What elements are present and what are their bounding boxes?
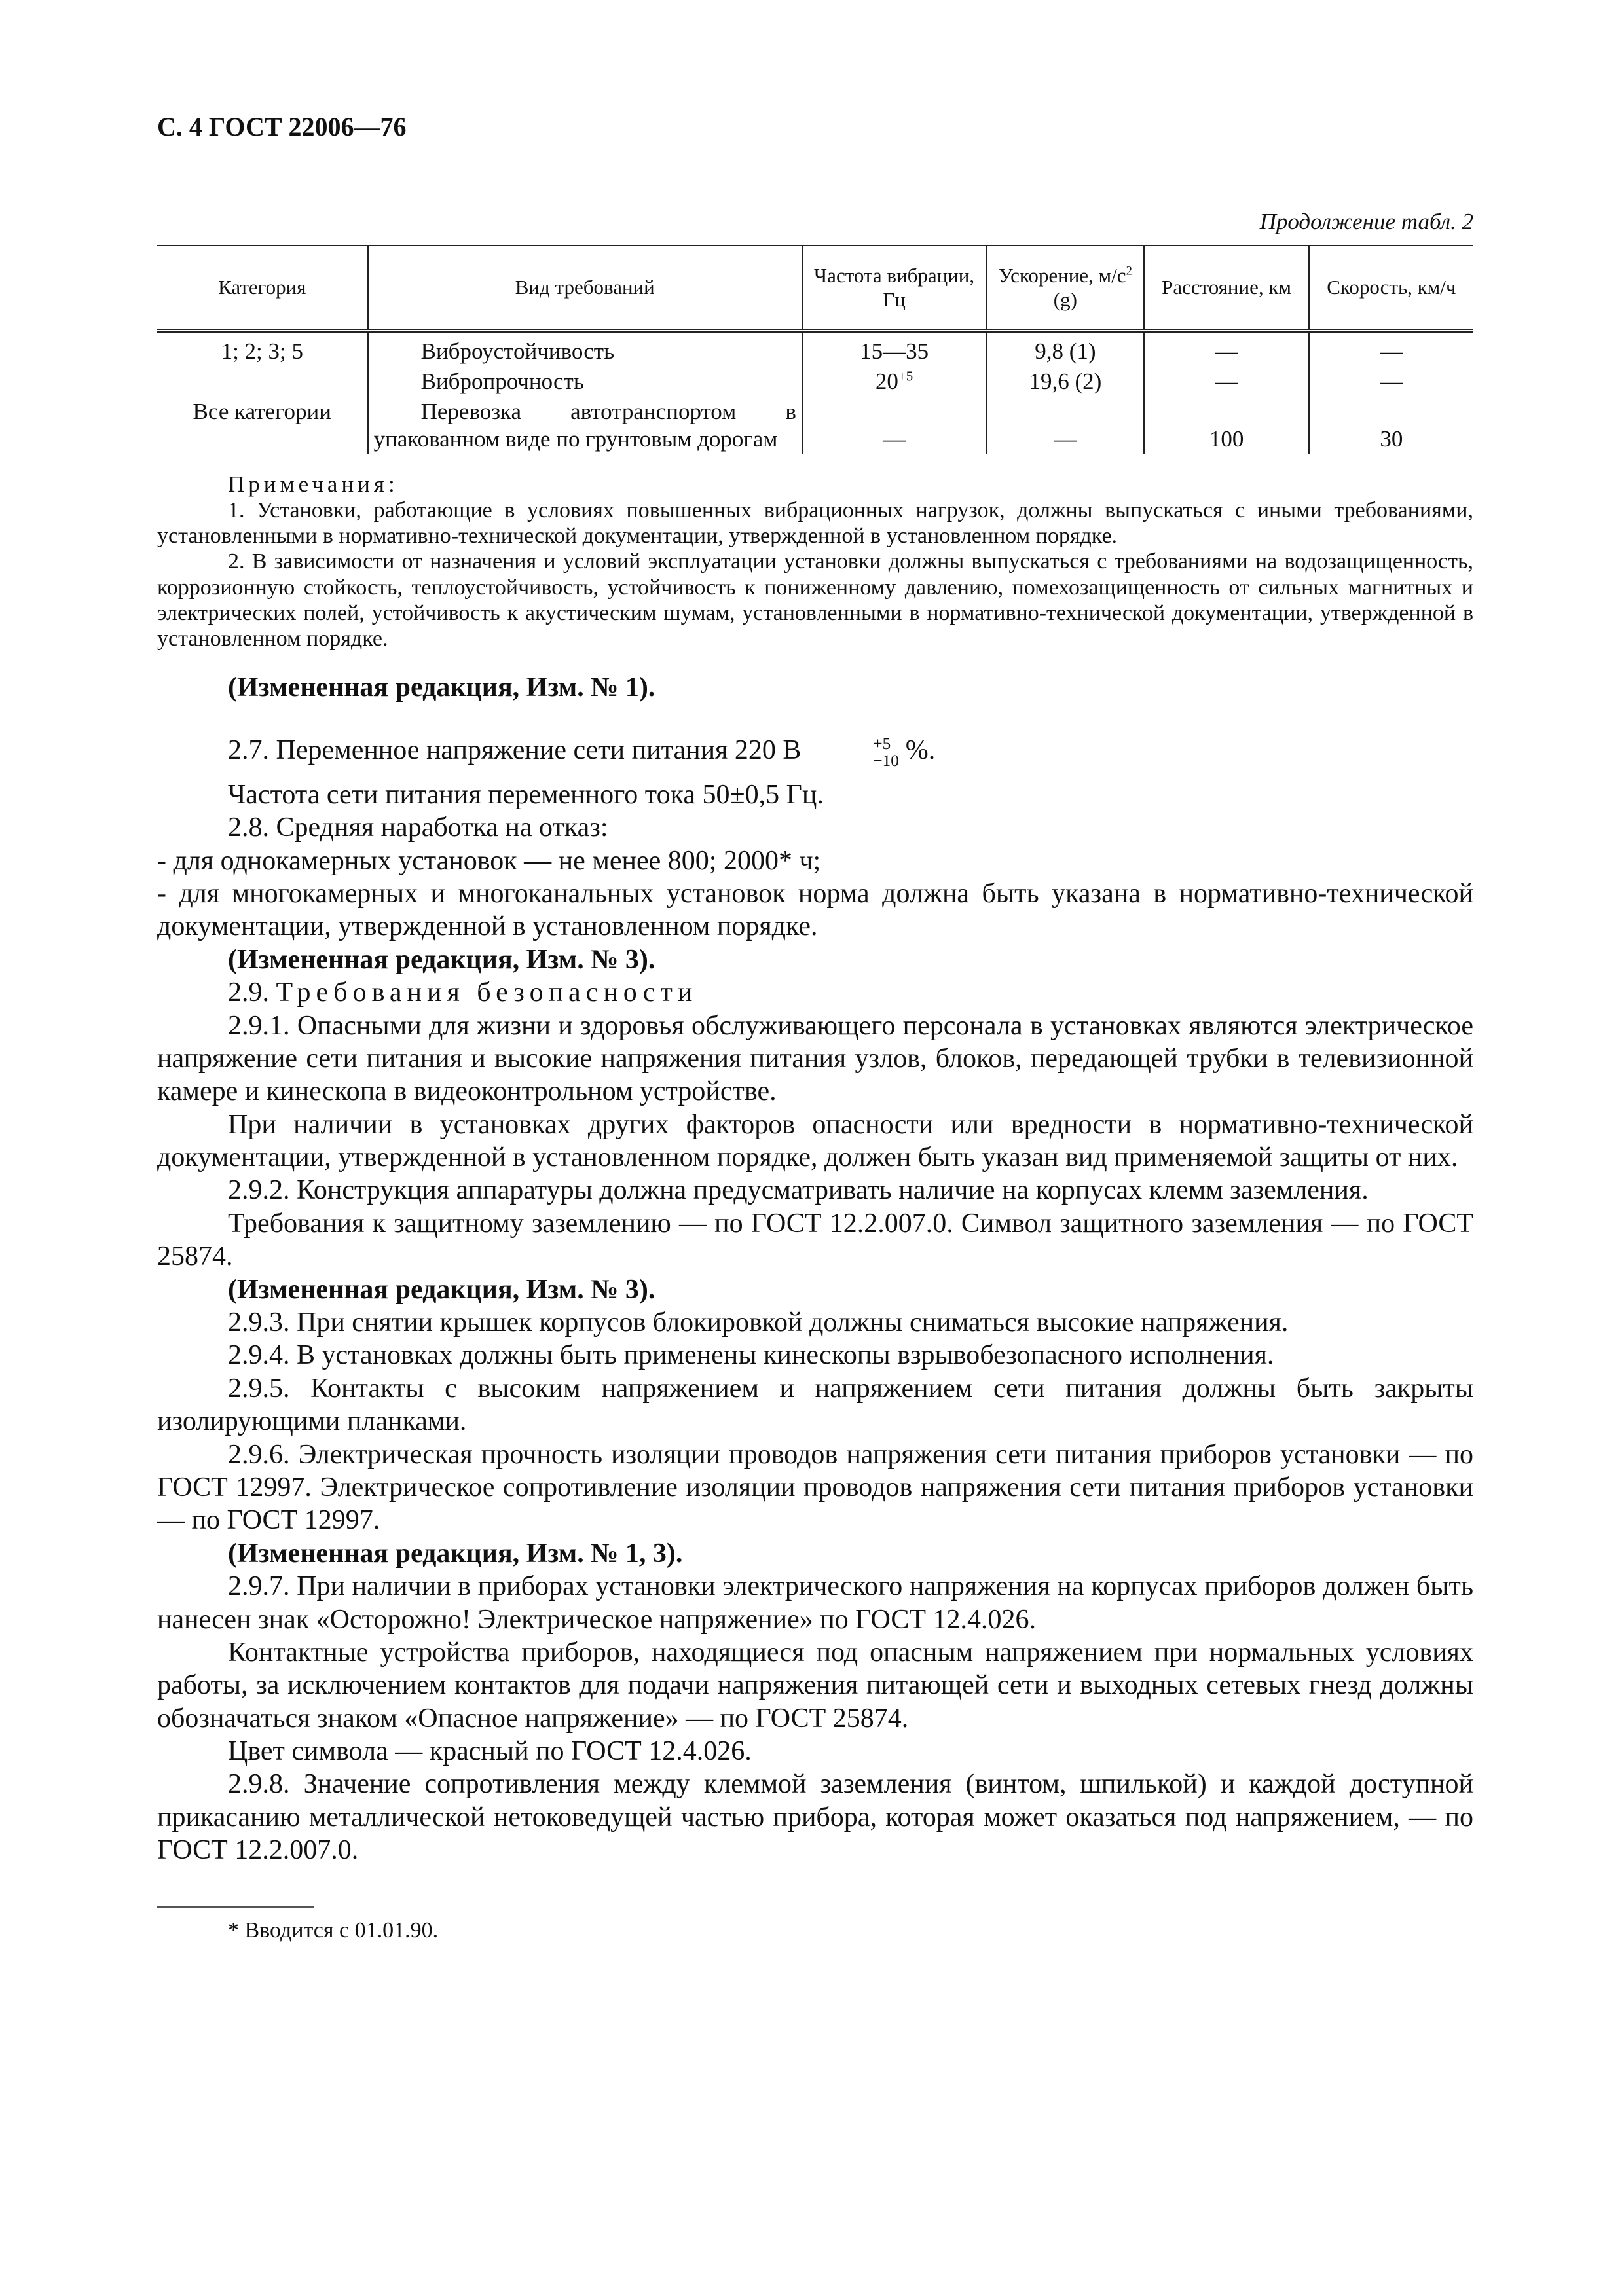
cell-speed: — — [1309, 331, 1473, 367]
clause-2-7-text: 2.7. Переменное напряжение сети питания 220 В — [228, 735, 802, 766]
footnote-separator — [157, 1906, 314, 1908]
clause-2-9-7-cont: Контактные устройства приборов, находящиеся под опасным напряжением при нормальных условиях работы, за исключением контактов для подачи напряжения питающей сети и выходных сетевых гнезд должны обозначаться знаком «Опасное напряжение» — по ГОСТ 25874. — [157, 1637, 1473, 1734]
clause-2-9-6: 2.9.6. Электрическая прочность изоляции проводов напряжения сети питания приборов установки — по ГОСТ 12997. Электрическое сопротивление изоляции проводов напряжения сети питания приборов установки — по ГОСТ 12997. — [157, 1439, 1473, 1536]
requirements-table — [157, 245, 1473, 454]
edit-note: (Измененная редакция, Изм. № 3). — [228, 1274, 655, 1305]
voltage-tolerance-minus: −10 — [873, 752, 899, 770]
clause-2-8: 2.8. Средняя наработка на отказ: — [228, 812, 608, 843]
col-header-distance: Расстояние, км — [1144, 246, 1308, 331]
clause-2-9-5: 2.9.5. Контакты с высоким напряжением и напряжением сети питания должны быть закрыты изолирующими планками. — [157, 1373, 1473, 1437]
note-item: 1. Установки, работающие в условиях повышенных вибрационных нагрузок, должны выпускаться с иными требованиями, установленными в нормативно-технической документации, утвержденной в установленном порядке. — [157, 498, 1473, 549]
accel-label: Ускорение, м/с — [998, 263, 1126, 287]
voltage-tolerance — [802, 736, 898, 769]
document-page — [157, 111, 1473, 1943]
clause-2-9-heading — [157, 976, 1473, 1009]
clause-2-9-7: 2.9.7. При наличии в приборах установки электрического напряжения на корпусах приборов должен быть нанесен знак «Осторожно! Электрическое напряжение» по ГОСТ 12.4.026. — [157, 1571, 1473, 1635]
edit-note: (Измененная редакция, Изм. № 1). — [228, 672, 655, 702]
cell-frequency — [802, 367, 986, 397]
clause-2-9-3: 2.9.3. При снятии крышек корпусов блокировкой должны сниматься высокие напряжения. — [228, 1307, 1289, 1338]
cell-acceleration: 19,6 (2) — [986, 367, 1144, 397]
clause-2-9-2: 2.9.2. Конструкция аппаратуры должна предусматривать наличие на корпусах клемм заземления. — [228, 1175, 1369, 1206]
col-header-frequency: Частота вибрации, Гц — [802, 246, 986, 331]
clause-2-9-7-color: Цвет символа — красный по ГОСТ 12.4.026. — [228, 1736, 752, 1767]
cell-distance: 100 — [1144, 397, 1308, 454]
table-row — [157, 367, 1473, 397]
cell-distance: — — [1144, 367, 1308, 397]
cell-speed: — — [1309, 367, 1473, 397]
page-header: С. 4 ГОСТ 22006—76 — [157, 112, 407, 141]
clause-2-9-4: 2.9.4. В установках должны быть применены кинескопы взрывобезопасного исполнения. — [228, 1340, 1274, 1371]
clause-2-8-item: - для многокамерных и многоканальных установок норма должна быть указана в нормативно-технической документации, утвержденной в установленном порядке. — [157, 878, 1473, 942]
col-header-speed: Скорость, км/ч — [1309, 246, 1473, 331]
cell-acceleration: — — [986, 397, 1144, 454]
clause-2-9-1-cont: При наличии в установках других факторов опасности или вредности в нормативно-технической документации, утвержденной в установленном порядке, должен быть указан вид применяемой защиты от них. — [157, 1109, 1473, 1173]
edit-note: (Измененная редакция, Изм. № 1, 3). — [228, 1538, 683, 1569]
cell-category — [157, 367, 368, 397]
table-continuation-label: Продолжение табл. 2 — [1259, 209, 1473, 234]
clause-2-9-number: 2.9. — [228, 977, 269, 1008]
notes-title: Примечания: — [228, 471, 399, 497]
clause-2-9-1: 2.9.1. Опасными для жизни и здоровья обслуживающего персонала в установках являются электрическое напряжение сети питания и высокие напряжения питания узлов, блоков, передающей трубки в телевизионной камере и кинескопа в видеоконтрольном устройстве. — [157, 1010, 1473, 1107]
accel-label-suffix: (g) — [1053, 288, 1077, 311]
col-header-acceleration — [986, 246, 1144, 331]
cell-acceleration: 9,8 (1) — [986, 331, 1144, 367]
freq-sup: +5 — [898, 368, 913, 384]
cell-frequency: — — [802, 397, 986, 454]
table-row — [157, 397, 1473, 454]
clause-2-9-title: Требования безопасности — [276, 977, 698, 1008]
voltage-tolerance-plus: +5 — [873, 735, 891, 754]
clause-2-9-8: 2.9.8. Значение сопротивления между клеммой заземления (винтом, шпилькой) и каждой доступной прикасанию металлической нетоковедущей частью прибора, которая может оказаться под напряжением, — по ГОСТ 12.2.007.0. — [157, 1769, 1473, 1866]
cell-speed: 30 — [1309, 397, 1473, 454]
clause-2-9-2-cont: Требования к защитному заземлению — по ГОСТ 12.2.007.0. Символ защитного заземления — по ГОСТ 25874. — [157, 1208, 1473, 1272]
cell-requirement: Вибропрочность — [368, 367, 802, 397]
footnote: * Вводится с 01.01.90. — [228, 1918, 439, 1942]
col-header-category: Категория — [157, 246, 368, 331]
edit-note: (Измененная редакция, Изм. № 3). — [228, 944, 655, 975]
clause-2-7 — [157, 734, 1473, 769]
cell-category: Все категории — [193, 399, 332, 424]
table-row — [157, 331, 1473, 367]
col-header-requirement: Вид требований — [368, 246, 802, 331]
freq-base: 20 — [875, 369, 898, 394]
accel-label-sup: 2 — [1126, 264, 1132, 278]
cell-category: 1; 2; 3; 5 — [221, 338, 304, 364]
cell-requirement: Виброустойчивость — [368, 331, 802, 367]
clause-2-7-suffix: %. — [905, 735, 936, 766]
cell-requirement: Перевозка автотранспортом в упакованном виде по грунтовым дорогам — [368, 397, 802, 454]
note-item: 2. В зависимости от назначения и условий эксплуатации установки должны выпускаться с требованиями на водозащищенность, коррозионную стойкость, теплоустойчивость, устойчивость к пониженному давлению, помехозащищенность от сильных магнитных и электрических полей, устойчивость к акустическим шумам, установленными в нормативно-технической документации, утвержденной в установленном порядке. — [157, 549, 1473, 651]
frequency-line: Частота сети питания переменного тока 50±0,5 Гц. — [228, 779, 824, 810]
cell-distance: — — [1144, 331, 1308, 367]
clause-2-8-item: - для однокамерных установок — не менее 800; 2000* ч; — [157, 845, 821, 876]
cell-frequency: 15—35 — [802, 331, 986, 367]
